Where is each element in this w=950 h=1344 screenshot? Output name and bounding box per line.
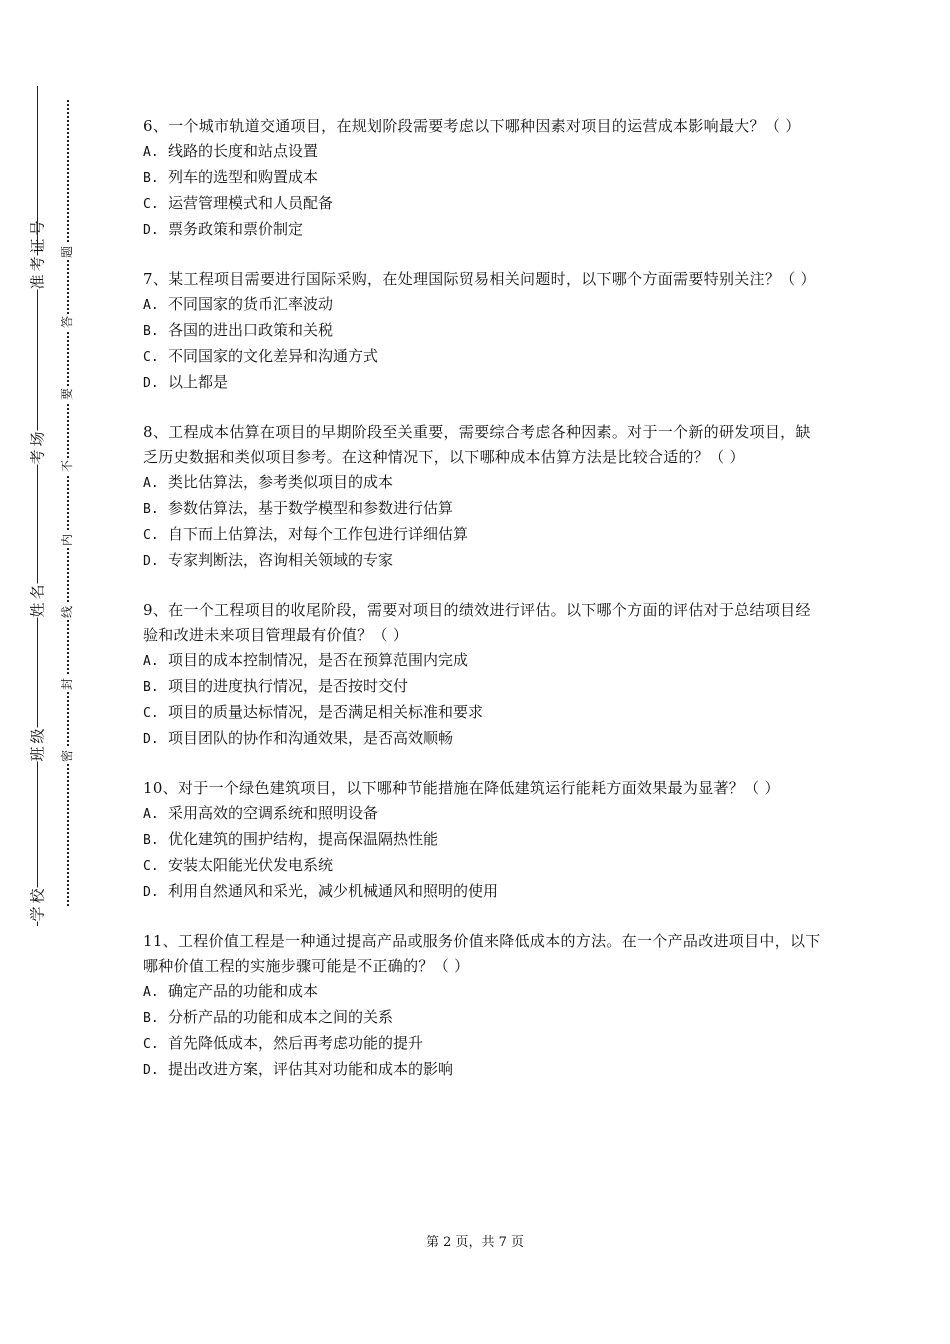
option-a xyxy=(143,139,823,165)
question-stem: 11、工程价值工程是一种通过提高产品或服务价值来降低成本的方法。在一个产品改进项目中，以下哪种价值工程的实施步骤可能是不正确的？（ ） xyxy=(143,932,821,975)
option-text: 以上都是 xyxy=(168,373,229,391)
option-text: 项目的成本控制情况，是否在预算范围内完成 xyxy=(168,651,469,669)
option-d xyxy=(143,217,823,243)
question-8 xyxy=(143,420,823,574)
option-letter: B. xyxy=(143,1011,159,1026)
option-letter: A. xyxy=(143,807,159,822)
option-text: 专家判断法，咨询相关领域的专家 xyxy=(168,551,394,569)
option-letter: D. xyxy=(143,554,159,569)
option-d xyxy=(143,726,823,752)
option-d xyxy=(143,1057,823,1083)
option-text: 确定产品的功能和成本 xyxy=(168,982,319,1000)
option-letter: A. xyxy=(143,654,159,669)
option-letter: C. xyxy=(143,350,159,365)
option-b xyxy=(143,674,823,700)
option-text: 优化建筑的围护结构，提高保温隔热性能 xyxy=(168,830,439,848)
option-text: 不同国家的货币汇率波动 xyxy=(168,295,334,313)
option-text: 项目的质量达标情况，是否满足相关标准和要求 xyxy=(168,703,484,721)
option-letter: D. xyxy=(143,376,159,391)
option-letter: D. xyxy=(143,1063,159,1078)
option-text: 项目团队的协作和沟通效果，是否高效顺畅 xyxy=(168,729,454,747)
option-text: 各国的进出口政策和关税 xyxy=(168,321,334,339)
option-letter: C. xyxy=(143,706,159,721)
question-stem: 7、某工程项目需要进行国际采购，在处理国际贸易相关问题时，以下哪个方面需要特别关注？（ ） xyxy=(143,270,816,288)
option-text: 分析产品的功能和成本之间的关系 xyxy=(168,1008,394,1026)
option-b xyxy=(143,827,823,853)
field-class-label: 班级 xyxy=(28,725,47,762)
field-school-label: 学校 xyxy=(28,885,47,922)
option-a xyxy=(143,648,823,674)
field-name-label: 姓名 xyxy=(28,581,47,618)
seal-char: 密 xyxy=(60,750,74,763)
seal-char: 线 xyxy=(60,606,74,619)
option-letter: C. xyxy=(143,859,159,874)
option-c xyxy=(143,522,823,548)
option-letter: B. xyxy=(143,324,159,339)
binding-margin xyxy=(0,0,110,1344)
question-7 xyxy=(143,267,823,396)
option-text: 类比估算法，参考类似项目的成本 xyxy=(168,473,394,491)
question-list xyxy=(143,114,823,1107)
option-text: 利用自然通风和采光，减少机械通风和照明的使用 xyxy=(168,882,499,900)
option-text: 列车的选型和购置成本 xyxy=(168,168,319,186)
option-text: 运营管理模式和人员配备 xyxy=(168,194,334,212)
seal-char: 封 xyxy=(60,678,74,691)
option-text: 提出改进方案，评估其对功能和成本的影响 xyxy=(168,1060,454,1078)
option-letter: A. xyxy=(143,145,159,160)
field-exam-room-label: 考场 xyxy=(28,428,47,465)
option-text: 采用高效的空调系统和照明设备 xyxy=(168,804,379,822)
option-d xyxy=(143,879,823,905)
option-c xyxy=(143,1031,823,1057)
option-c xyxy=(143,853,823,879)
option-b xyxy=(143,496,823,522)
option-letter: A. xyxy=(143,476,159,491)
option-a xyxy=(143,292,823,318)
option-text: 参数估算法，基于数学模型和参数进行估算 xyxy=(168,499,454,517)
question-stem: 10、对于一个绿色建筑项目，以下哪种节能措施在降低建筑运行能耗方面效果最为显著？（ ） xyxy=(143,779,780,797)
option-letter: D. xyxy=(143,223,159,238)
option-b xyxy=(143,165,823,191)
option-c xyxy=(143,344,823,370)
question-9 xyxy=(143,598,823,752)
option-text: 安装太阳能光伏发电系统 xyxy=(168,856,334,874)
option-text: 首先降低成本，然后再考虑功能的提升 xyxy=(168,1034,424,1052)
option-letter: D. xyxy=(143,732,159,747)
option-text: 线路的长度和站点设置 xyxy=(168,142,319,160)
option-b xyxy=(143,318,823,344)
option-c xyxy=(143,191,823,217)
question-stem: 6、一个城市轨道交通项目，在规划阶段需要考虑以下哪种因素对项目的运营成本影响最大？（ ） xyxy=(143,117,801,135)
question-stem: 8、工程成本估算在项目的早期阶段至关重要，需要综合考虑各种因素。对于一个新的研发项目，缺乏历史数据和类似项目参考。在这种情况下，以下哪种成本估算方法是比较合适的？（ ） xyxy=(143,423,811,466)
seal-char: 答 xyxy=(60,316,74,329)
option-letter: C. xyxy=(143,528,159,543)
seal-char: 要 xyxy=(60,388,74,401)
binding-solid-line xyxy=(37,86,38,926)
seal-dotted-line xyxy=(67,100,69,906)
option-letter: D. xyxy=(143,885,159,900)
option-d xyxy=(143,548,823,574)
option-text: 不同国家的文化差异和沟通方式 xyxy=(168,347,379,365)
option-letter: B. xyxy=(143,171,159,186)
question-stem: 9、在一个工程项目的收尾阶段，需要对项目的绩效进行评估。以下哪个方面的评估对于总结项目经验和改进未来项目管理最有价值？（ ） xyxy=(143,601,811,644)
option-b xyxy=(143,1005,823,1031)
question-10 xyxy=(143,776,823,905)
option-letter: A. xyxy=(143,298,159,313)
option-c xyxy=(143,700,823,726)
question-11 xyxy=(143,929,823,1083)
seal-char: 内 xyxy=(60,534,74,547)
option-letter: C. xyxy=(143,1037,159,1052)
page-number: 第 2 页，共 7 页 xyxy=(425,1235,525,1250)
option-text: 自下而上估算法，对每个工作包进行详细估算 xyxy=(168,525,469,543)
option-a xyxy=(143,801,823,827)
field-exam-number-label: 准考证号 xyxy=(28,217,47,290)
option-letter: B. xyxy=(143,680,159,695)
option-a xyxy=(143,979,823,1005)
option-d xyxy=(143,370,823,396)
option-letter: B. xyxy=(143,502,159,517)
question-6 xyxy=(143,114,823,243)
option-text: 票务政策和票价制定 xyxy=(168,220,304,238)
seal-char: 题 xyxy=(60,246,74,259)
option-letter: A. xyxy=(143,985,159,1000)
option-letter: B. xyxy=(143,833,159,848)
option-a xyxy=(143,470,823,496)
seal-char: 不 xyxy=(60,460,74,473)
option-letter: C. xyxy=(143,197,159,212)
option-text: 项目的进度执行情况，是否按时交付 xyxy=(168,677,409,695)
